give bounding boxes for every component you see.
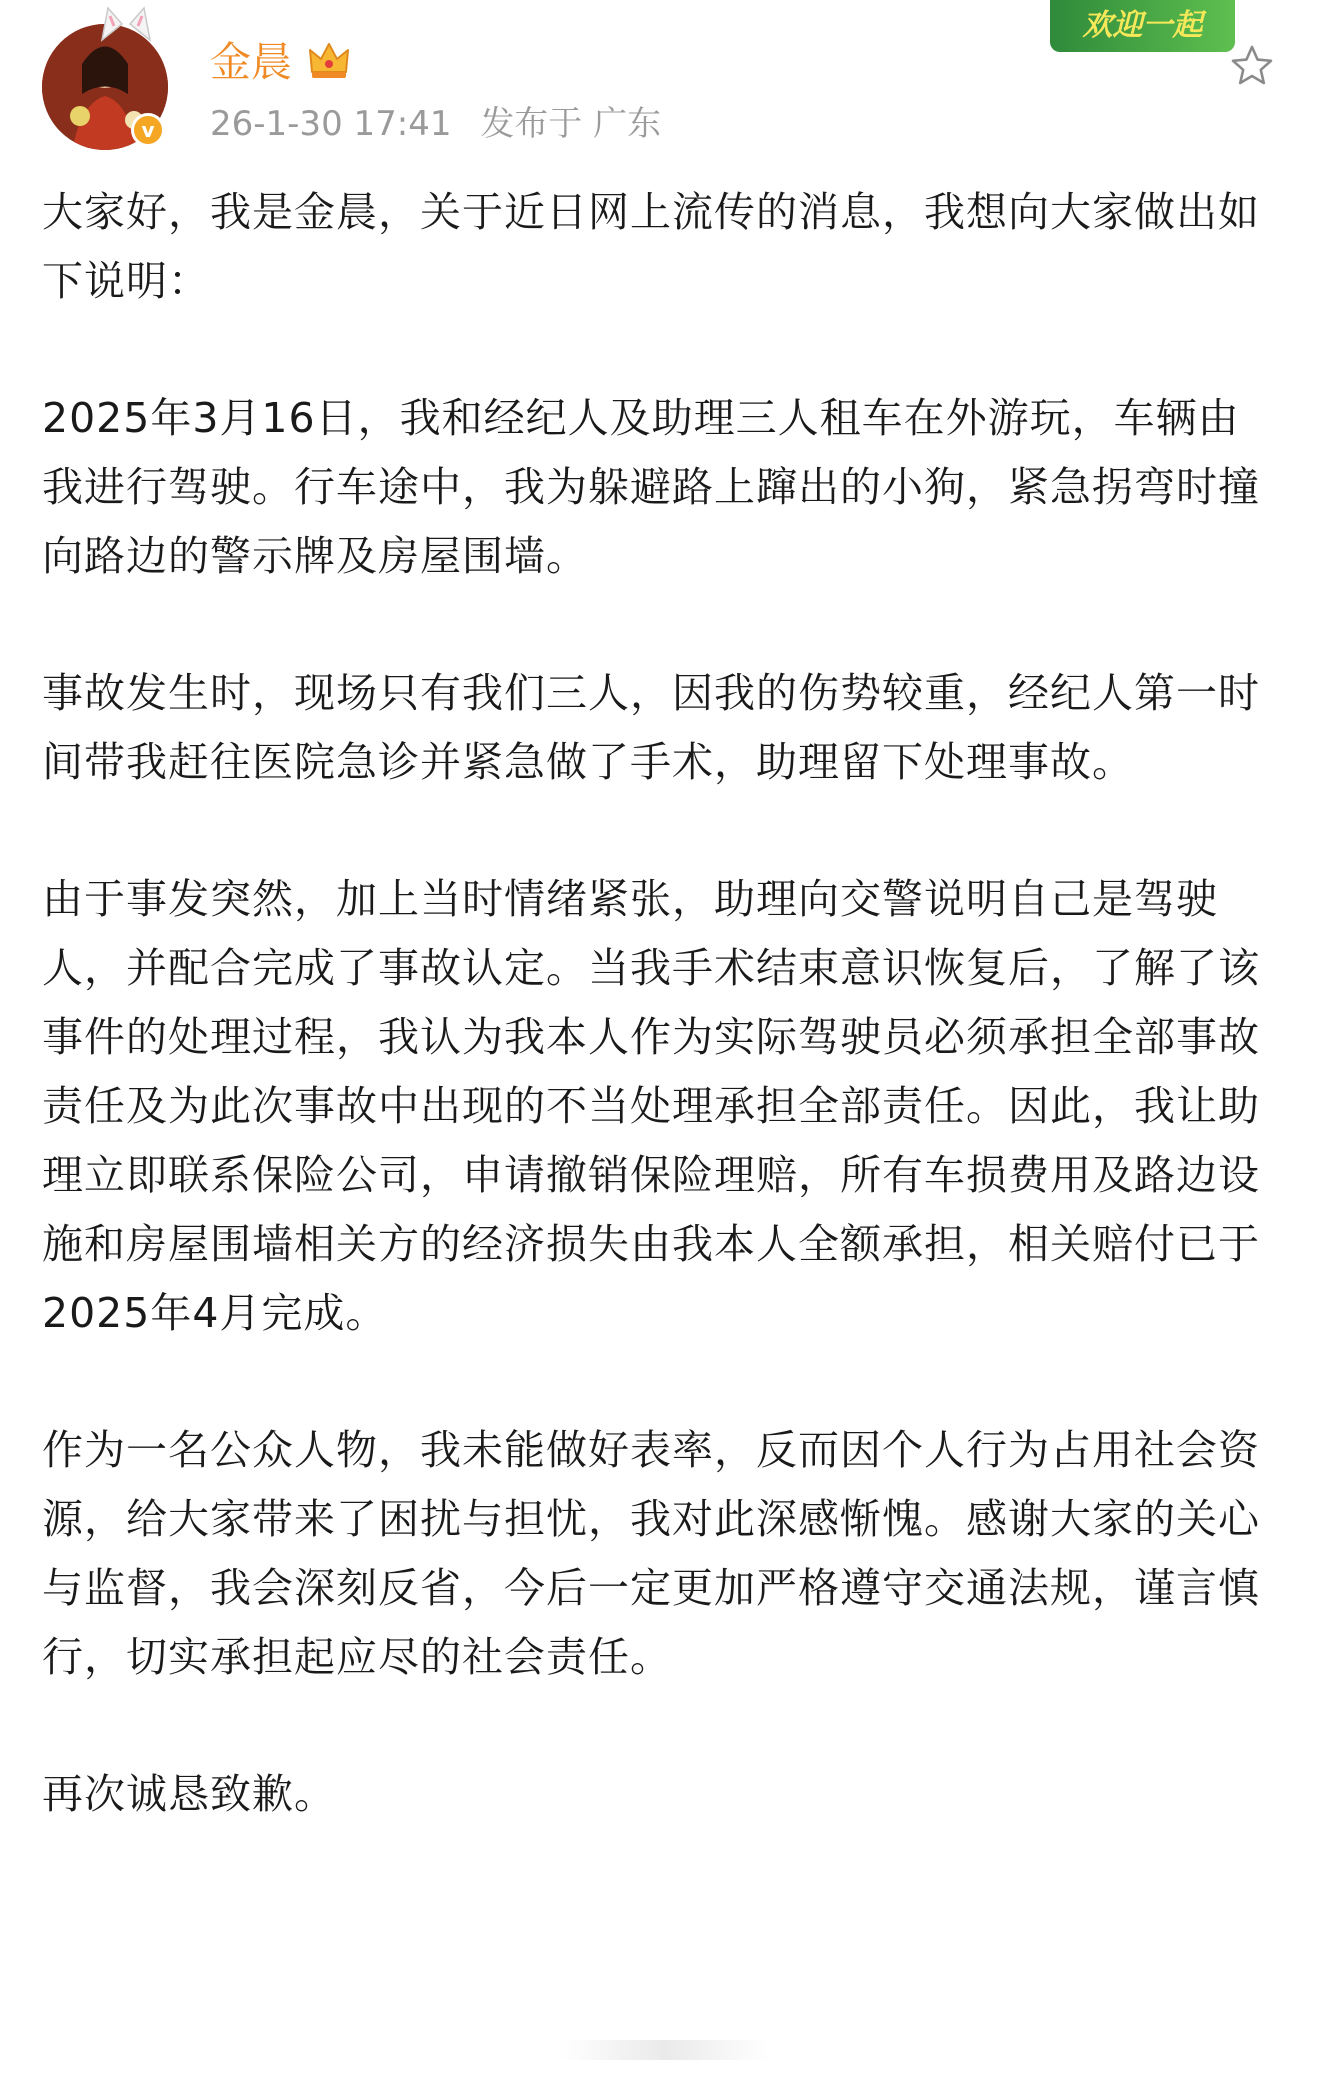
star-icon[interactable] <box>1228 42 1276 90</box>
post-paragraph: 由于事发突然，加上当时情绪紧张，助理向交警说明自己是驾驶人，并配合完成了事故认定。当我手术结束意识恢复后，了解了该事件的处理过程，我认为我本人作为实际驾驶员必须承担全部事故责任及为此次事故中出现的不当处理承担全部责任。因此，我让助理立即联系保险公司，申请撤销保险理赔，所有车损费用及路边设施和房屋围墙相关方的经济损失由我本人全额承担，相关赔付已于2025年4月完成。 <box>42 875 1260 1337</box>
avatar-frame-cat-icon <box>96 2 156 42</box>
post-timestamp: 26-1-30 17:41 <box>210 104 452 144</box>
post-paragraph: 事故发生时，现场只有我们三人，因我的伤势较重，经纪人第一时间带我赶往医院急诊并紧急做了手术，助理留下处理事故。 <box>42 669 1260 786</box>
post-paragraph: 作为一名公众人物，我未能做好表率，反而因个人行为占用社会资源，给大家带来了困扰与担忧，我对此深感惭愧。感谢大家的关心与监督，我会深刻反省，今后一定更加严格遵守交通法规，谨言慎行，切实承担起应尽的社会责任。 <box>42 1426 1260 1681</box>
verified-icon: v <box>131 113 165 147</box>
username[interactable]: 金晨 <box>210 38 292 86</box>
post-location: 发布于 广东 <box>480 104 662 144</box>
post-paragraph: 2025年3月16日，我和经纪人及助理三人租车在外游玩，车辆由我进行驾驶。行车途中，我为躲避路上蹿出的小狗，紧急拐弯时撞向路边的警示牌及房屋围墙。 <box>42 394 1260 580</box>
post-paragraph: 再次诚恳致歉。 <box>42 1770 336 1818</box>
post-meta <box>210 100 661 148</box>
crown-icon[interactable] <box>306 38 352 84</box>
fan-badge[interactable]: 欢迎一起 <box>1050 0 1235 52</box>
post-paragraph: 大家好，我是金晨，关于近日网上流传的消息，我想向大家做出如下说明： <box>42 188 1260 305</box>
post-body <box>42 178 1278 1829</box>
bottom-divider <box>560 2040 770 2060</box>
post-header <box>0 0 1320 160</box>
